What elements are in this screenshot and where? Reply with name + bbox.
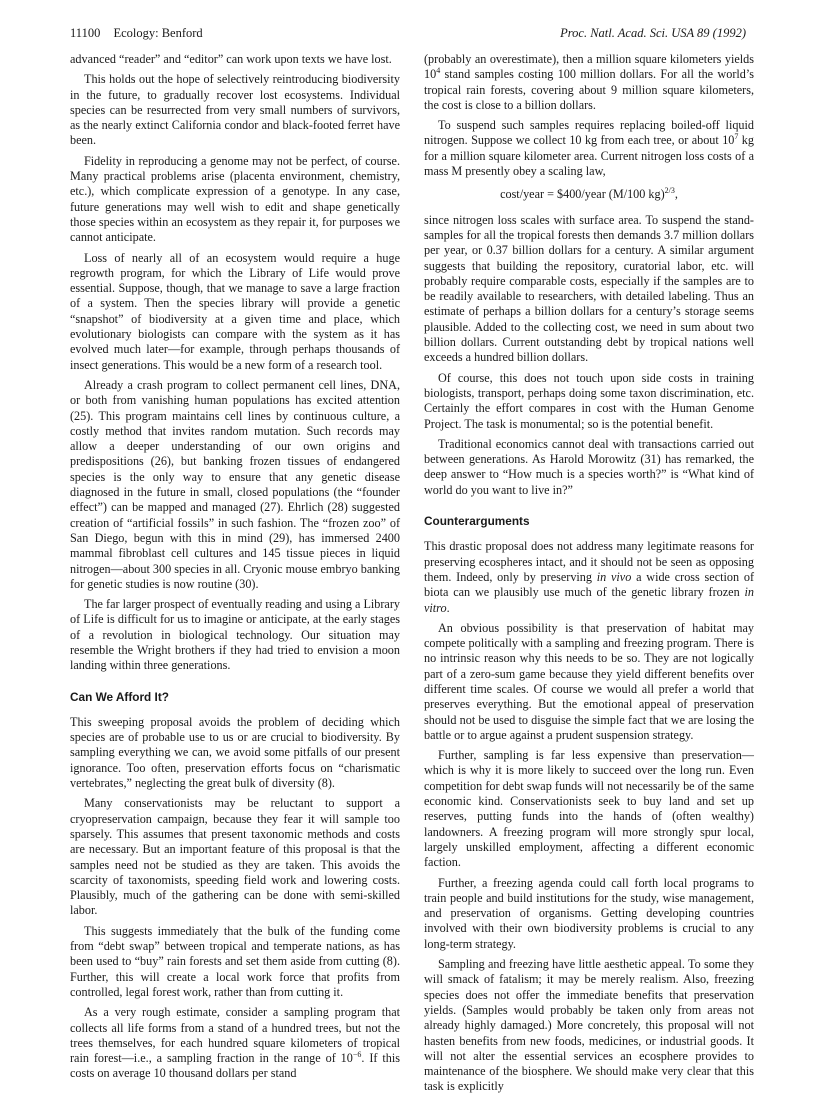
left-column [70, 52, 400, 1087]
text-run: (probably an overestimate), then a million square kilometers yields 10 [424, 52, 754, 82]
paragraph [70, 1005, 400, 1081]
page-number: 11100 [70, 26, 101, 40]
journal-citation: Proc. Natl. Acad. Sci. USA 89 (1992) [560, 26, 746, 40]
text-run: kg for a million square kilometer area. Current nitrogen loss costs of a mass M presently obey a scaling law, [424, 133, 754, 179]
paragraph: This holds out the hope of selectively reintroducing biodiversity in the future, to gradually recover lost ecosystems. Individual species can be resurrected from very small numbers of survivors, as the nearly extinct California condor and black-footed ferret have been. [70, 72, 400, 148]
right-column [424, 52, 754, 1100]
text-run: . [446, 600, 450, 615]
cost-equation [424, 187, 754, 202]
header-left [70, 26, 203, 41]
text-run: stand samples costing 100 million dollars. For all the world’s tropical rain forests, covering about 9 million square kilometers, the cost is close to a billion dollars. [424, 67, 754, 112]
paragraph: Sampling and freezing have little aesthetic appeal. To some they will smack of fatalism; it may be merely realism. Also, freezing species does not offer the immediate benefits that preservation yields. (Samples would probably be taken only from areas not already highly damaged.) More concretely, this proposal will not hasten benefits from new foods, medicines, or industrial goods. It will not alter the essential services an ecosphere provides to maintenance of the biosphere. We should make very clear that this task is explicitly [424, 957, 754, 1094]
paragraph: since nitrogen loss scales with surface area. To suspend the stand-samples for all the tropical forests then demands 3.7 million dollars per year, or 0.37 billion dollars for a century. A similar argument suggests that building the repository, curatorial labor, etc. will probably require comparable costs, especially if the samples are to be readily available to researchers, with detailed labeling. Thus an estimate of perhaps a billion dollars for a century’s storage seems plausible. Added to the collecting cost, we need in sum about two billion dollars. Current outstanding debt by tropical nations well exceeds a hundred billion dollars. [424, 212, 754, 365]
paragraph: This suggests immediately that the bulk of the funding come from “debt swap” between tropical and temperate nations, as has been used to “buy” rain forests and set them aside from cutting (8). Further, this will create a local work force that profits from controlled, legal forest work, rather than from cutting it. [70, 923, 400, 999]
paragraph: Already a crash program to collect permanent cell lines, DNA, or both from vanishing human populations has excited attention (25). This program maintains cell lines by continuous culture, a costly method that invites random mutation. Such records may allow a deeper understanding of our own origins and predispositions (26), but banking frozen tissues of endangered species is the only way to ensure that any genetic disease diagnosed in the future in small, closed populations (the “founder effect”) can be mapped and managed (27). Ehrlich (28) suggested creation of “artificial fossils” in such fashion. The “frozen zoo” of San Diego, begun with this in mind (29), has immersed 2400 mammal fibroblast cell cultures and 145 tissue pieces in liquid nitrogen—about 300 species in all. Cryonic mouse embryo banking for genetic studies is now routine (30). [70, 377, 401, 591]
superscript: −6 [352, 1050, 362, 1060]
text-run: a wide cross section of biota can we plausibly use much of the genetic library frozen [424, 569, 754, 600]
text-run: This drastic proposal does not address many legitimate reasons for preserving ecospheres intact, and it should not be seen as opposing them. Indeed, only by preserving [424, 539, 754, 584]
paragraph [424, 118, 754, 179]
section-heading-counterarguments: Counterarguments [424, 514, 530, 529]
paragraph: An obvious possibility is that preservation of habitat may compete politically with a sampling and freezing program. There is no intrinsic reason why this needs to be so. They are not logically part of a zero-sum game because they yield different benefits over different time scales. Of course we would all prefer a world that preserves everything. But the emotional appeal of preservation should not be used to disguise the simple fact that we are losing the battle or to argue against a prudent suspension strategy. [424, 620, 754, 742]
equation-exponent: 2/3 [664, 186, 675, 196]
italic-term: in vitro [424, 585, 754, 615]
paragraph [424, 52, 754, 113]
paragraph: This sweeping proposal avoids the problem of deciding which species are of probable use to us or are crucial to biodiversity. By sampling everything we can, we avoid some pitfalls of our present ignorance. Too often, preservation efforts focus on “charismatic vertebrates,” neglecting the great bulk of diversity (8). [70, 714, 400, 791]
superscript: 7 [734, 132, 739, 142]
paragraph: Further, a freezing agenda could call forth local programs to train people and build institutions for the study, wise management, and preservation of organisms. Getting developing countries involved with their own biodiversity problems is crucial to any long-term strategy. [424, 875, 754, 951]
text-run: As a very rough estimate, consider a sampling program that collects all life forms from a stand of a hundred trees, but not the trees themselves, for each hundred square kilometers of tropical rain forest—i.e., a sampling fraction in the range of 10 [70, 1005, 400, 1066]
paragraph: The far larger prospect of eventually reading and using a Library of Life is difficult for us to imagine or anticipate, at the early stages of a revolution in biological technology. Our situation may resemble the Wright brothers if they had tried to envision a moon landing within three generations. [70, 597, 400, 673]
running-header [70, 26, 746, 44]
paragraph: Many conservationists may be reluctant to support a cryopreservation campaign, because they fear it will sample too sparsely. This assumes that present taxonomic methods and costs are necessary. But an important feature of this proposal is that the samples need not be studied as they are taken. This avoids the scarcity of taxonomists, speeding field work and lowering costs. Plausibly, much of the gathering can be done with semi-skilled labor. [70, 796, 400, 918]
paragraph: Loss of nearly all of an ecosystem would require a huge regrowth program, for which the Library of Life would prove essential. Suppose, though, that we manage to save a large fraction of a system. Then the species library will provide a genetic “snapshot” of biodiversity at a given time and place, which evolutionary biologists can compare with the system as it has evolved much later—for example, through perhaps thousands of insect generations. This would be a new form of a research tool. [70, 250, 400, 372]
paragraph: Of course, this does not touch upon side costs in training biologists, transport, perhaps doing some taxon discrimination, etc. Certainly the effort compares in cost with the Human Genome Project. The task is monumental; so is the potential benefit. [424, 370, 754, 431]
text-run: . If this costs on average 10 thousand dollars per stand [70, 1051, 400, 1081]
equation-text: cost/year = $400/year (M/100 kg) [500, 187, 665, 202]
superscript: 4 [436, 66, 441, 76]
italic-term: in vivo [596, 569, 632, 584]
equation-tail: , [674, 187, 678, 202]
paragraph: Further, sampling is far less expensive than preservation—which is why it is more likely to succeed over the long run. Even competition for debt swap funds will not necessarily be of the same economic kind. Conservationists seek to buy land and set up reserves, putting funds into the hands of (often wealthy) landowners. A freezing program will more strongly spur local, largely unskilled employment, affecting a different economic faction. [424, 748, 754, 870]
paragraph: Traditional economics cannot deal with transactions carried out between generations. As Harold Morowitz (31) has remarked, the deep answer to “How much is a species worth?” is “What kind of world do you want to live in?” [424, 436, 754, 497]
paragraph: advanced “reader” and “editor” can work upon texts we have lost. [70, 52, 392, 66]
text-run: To suspend such samples requires replacing boiled-off liquid nitrogen. Suppose we collect 10 kg from each tree, or about 10 [424, 118, 754, 148]
section-heading-afford: Can We Afford It? [70, 689, 169, 704]
paragraph [424, 539, 754, 615]
section-title: Ecology: Benford [113, 26, 203, 40]
paragraph: Fidelity in reproducing a genome may not be perfect, of course. Many practical problems arise (placenta environment, chemistry, etc.), which complicate expression of a genotype. In any case, future generations may well wish to edit and shape genetically those species within an ecosystem as they repair it, for purposes we cannot anticipate. [70, 153, 400, 245]
